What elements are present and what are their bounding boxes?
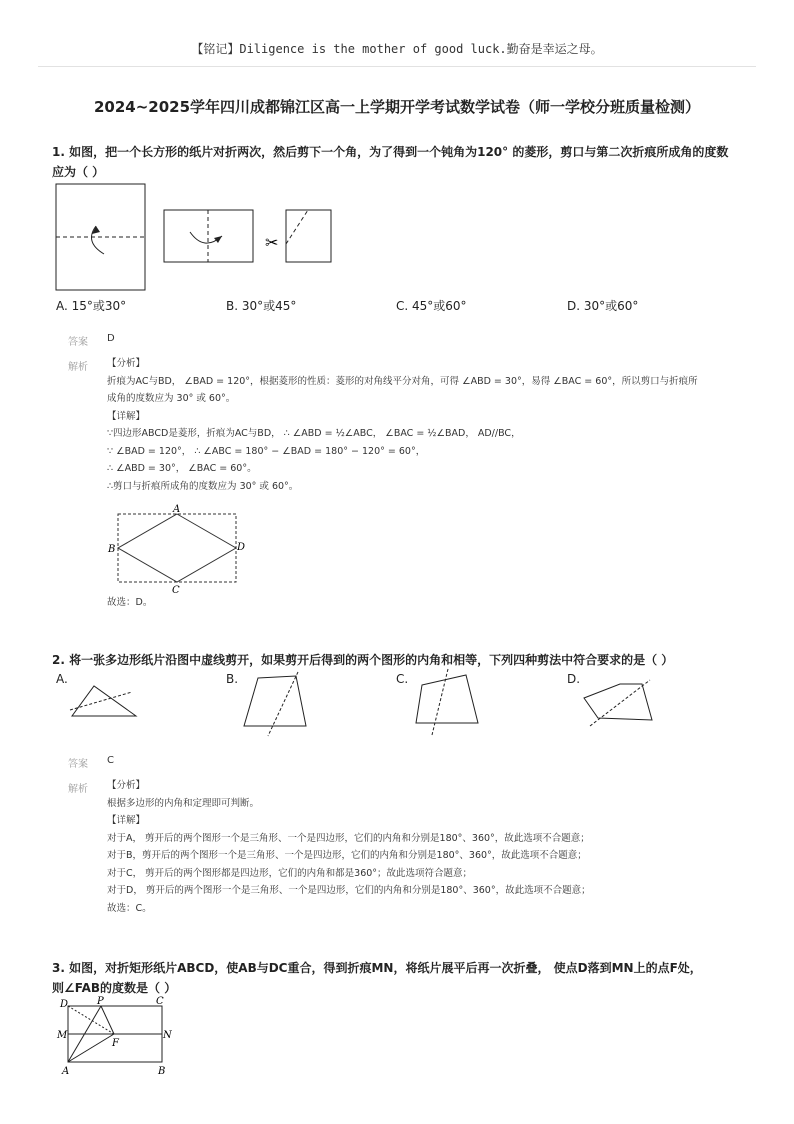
q2-exp-line: 根据多边形的内角和定理即可判断。 (107, 797, 260, 809)
q1-folding-figure (54, 182, 344, 294)
q2-stem: 2. 将一张多边形纸片沿图中虚线剪开，如果剪开后得到的两个图形的内角和相等，下列四种剪法中符合要求的是（ ） (52, 653, 674, 667)
q1-stem-line2: 应为（ ） (52, 165, 105, 179)
q1-option-a[interactable]: A. 15°或30° (56, 299, 127, 313)
q1-option-d[interactable]: D. 30°或60° (567, 299, 639, 313)
q2-figure-a (66, 680, 142, 722)
q2-figure-d (580, 676, 660, 732)
q1-rhombus-figure (106, 502, 256, 596)
q3-label-c: C (156, 996, 164, 1007)
q2-option-c[interactable]: C. (396, 672, 409, 686)
q3-label-f: F (112, 1038, 119, 1049)
q1-conclusion: 故选：D。 (107, 597, 153, 608)
q2-answer-label: 答案 (68, 759, 88, 770)
page-title: 2024~2025学年四川成都锦江区高一上学期开学考试数学试卷（师一学校分班质量检测） (93, 98, 701, 116)
q1-answer: D (107, 333, 115, 344)
q1-exp-line: 折痕为AC与BD， ∠BAD = 120°，根据菱形的性质：菱形的对角线平分对角，可得 ∠ABD = 30°，易得 ∠BAC = 60°，所以剪口与折痕所 (107, 375, 698, 387)
q1-exp-line: ∵四边形ABCD是菱形，折痕为AC与BD， ∴ ∠ABD = ½∠ABC， ∠BAC = ½∠BAD， AD//BC， (107, 428, 521, 439)
header-motto: 【铭记】Diligence is the mother of good luck.勤奋是幸运之母。 (191, 42, 603, 56)
q2-figure-c (412, 667, 484, 739)
q2-cut-c (432, 669, 448, 735)
q2-answer: C (107, 755, 114, 766)
q1-analysis-label: 解析 (68, 362, 88, 373)
q2-exp-line: 对于C， 剪开后的两个图形都是四边形，它们的内角和都是360°；故此选项符合题意； (107, 867, 473, 879)
q3-label-d: D (60, 999, 69, 1010)
q2-figure-b (240, 670, 312, 740)
q3-fold-pf (101, 1006, 114, 1034)
q1-exp-line: ∴ ∠ABD = 30°， ∠BAC = 60°。 (107, 463, 257, 474)
q1-label-b: B (108, 544, 116, 555)
q2-exp-line: 【详解】 (107, 815, 146, 826)
q1-label-d: D (237, 542, 246, 553)
q1-label-a: A (173, 504, 181, 515)
q2-triangle (72, 686, 136, 716)
q1-rhombus (118, 514, 236, 582)
q2-exp-line: 对于D， 剪开后的两个图形一个是三角形、一个是四边形，它们的内角和分别是180°、360°，故此选项不合题意； (107, 885, 591, 896)
q3-label-n: N (163, 1030, 172, 1041)
q2-analysis-label: 解析 (68, 784, 88, 795)
q2-exp-line: 【分析】 (107, 780, 146, 791)
q1-fold-arrowhead-2 (214, 236, 222, 243)
q1-paper-quarter (286, 210, 331, 262)
q1-label-c: C (172, 585, 180, 596)
q1-exp-line: 【分析】 (107, 358, 146, 369)
q3-label-a: A (62, 1066, 70, 1077)
q1-option-c[interactable]: C. 45°或60° (396, 299, 467, 313)
q3-stem-line1: 3. 如图，对折矩形纸片ABCD，使AB与DC重合，得到折痕MN，将纸片展平后再一次折叠， 使点D落到MN上的点F处， (52, 961, 702, 975)
q2-option-b[interactable]: B. (226, 672, 239, 686)
q2-option-a[interactable]: A. (56, 672, 68, 686)
q1-stem-line1: 1. 如图，把一个长方形的纸片对折两次，然后剪下一个角，为了得到一个钝角为120° 的菱形，剪口与第二次折痕所成角的度数 (52, 145, 729, 159)
q1-exp-line: 成角的度数应为 30° 或 60°。 (107, 393, 236, 404)
q3-label-b: B (158, 1066, 166, 1077)
q2-exp-line: 对于A， 剪开后的两个图形一个是三角形、一个是四边形，它们的内角和分别是180°、360°，故此选项不合题意； (107, 832, 590, 844)
q1-option-b[interactable]: B. 30°或45° (226, 299, 297, 313)
scissors-icon: ✂ (265, 233, 279, 252)
q1-dashed-rect (118, 514, 236, 582)
q1-exp-line: 【详解】 (107, 410, 146, 422)
q1-exp-line: ∴剪口与折痕所成角的度数应为 30° 或 60°。 (107, 480, 299, 492)
header-divider (38, 66, 756, 67)
q2-quad-c (416, 675, 478, 723)
q2-explanation (107, 777, 591, 917)
q3-label-m: M (57, 1030, 68, 1041)
q3-figure (54, 994, 184, 1078)
q1-exp-line: ∵ ∠BAD = 120°， ∴ ∠ABC = 180° − ∠BAD = 180° − 120° = 60°， (107, 445, 426, 457)
q2-pentagon-d (584, 684, 652, 720)
q3-fold-af (68, 1034, 114, 1062)
q2-option-d[interactable]: D. (567, 672, 581, 686)
q3-stem (52, 958, 702, 998)
q1-cut-line (286, 210, 308, 244)
q2-exp-line: 故选：C。 (107, 902, 152, 914)
q1-answer-label: 答案 (68, 337, 88, 348)
q1-stem (52, 142, 728, 182)
q2-quad-b (244, 676, 306, 726)
q3-label-p: P (97, 996, 104, 1007)
q2-exp-line: 对于B，剪开后的两个图形一个是三角形、一个是四边形，它们的内角和分别是180°、360°，故此选项不合题意； (107, 850, 587, 861)
q1-explanation (107, 355, 698, 495)
q2-cut-a (70, 692, 132, 710)
q3-stem-line2: 则∠FAB的度数是（ ） (52, 981, 177, 995)
